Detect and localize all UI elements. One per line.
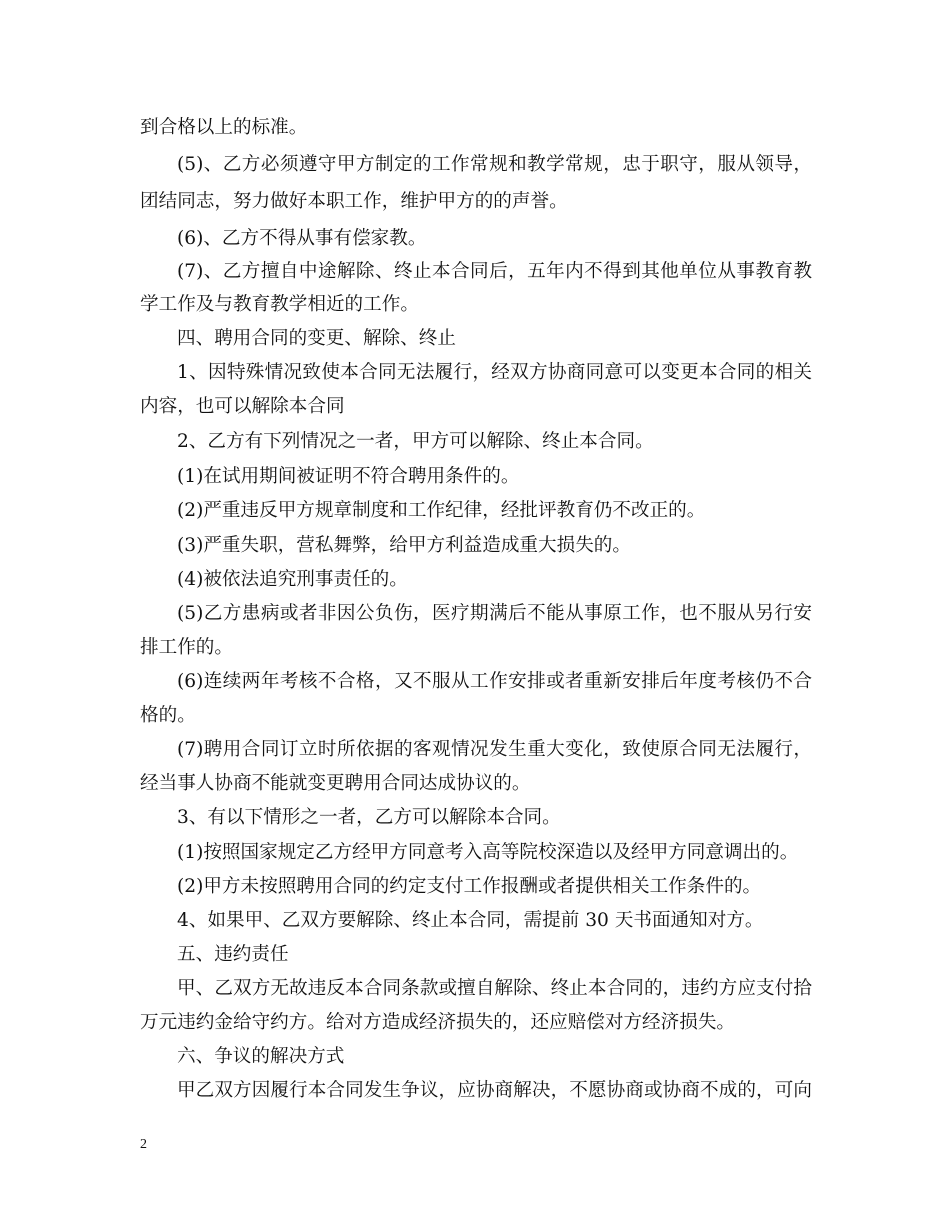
text-line: 排工作的。 xyxy=(140,637,233,658)
text-line: (3)严重失职，营私舞弊，给甲方利益造成重大损失的。 xyxy=(177,535,631,556)
text-line: 3、有以下情形之一者，乙方可以解除本合同。 xyxy=(177,807,561,828)
text-line: (6)连续两年考核不合格，又不服从工作安排或者重新安排后年度考核仍不合 xyxy=(177,671,812,692)
section-heading: 六、争议的解决方式 xyxy=(177,1046,345,1067)
text-line: 4、如果甲、乙双方要解除、终止本合同，需提前 30 天书面通知对方。 xyxy=(177,910,764,931)
text-line: 2、乙方有下列情况之一者，甲方可以解除、终止本合同。 xyxy=(177,431,654,452)
text-line: 到合格以上的标准。 xyxy=(140,117,308,138)
text-line: 内容，也可以解除本合同 xyxy=(140,396,345,417)
text-line: 学工作及与教育教学相近的工作。 xyxy=(140,294,419,315)
text-line: 1、因特殊情况致使本合同无法履行，经双方协商同意可以变更本合同的相关 xyxy=(177,362,812,383)
section-heading: 四、聘用合同的变更、解除、终止 xyxy=(177,328,456,349)
text-line: 甲乙双方因履行本合同发生争议，应协商解决，不愿协商或协商不成的，可向 xyxy=(177,1080,812,1101)
text-line: (2)甲方未按照聘用合同的约定支付工作报酬或者提供相关工作条件的。 xyxy=(177,876,762,897)
text-line: (6)、乙方不得从事有偿家教。 xyxy=(177,228,427,249)
section-heading: 五、违约责任 xyxy=(177,944,289,965)
text-line: (4)被依法追究刑事责任的。 xyxy=(177,569,408,590)
text-line: 经当事人协商不能就变更聘用合同达成协议的。 xyxy=(140,773,531,794)
text-line: (5)乙方患病或者非因公负伤，医疗期满后不能从事原工作，也不服从另行安 xyxy=(177,603,812,624)
text-line: (1)按照国家规定乙方经甲方同意考入高等院校深造以及经甲方同意调出的。 xyxy=(177,842,799,863)
text-line: (1)在试用期间被证明不符合聘用条件的。 xyxy=(177,466,520,487)
text-line: 甲、乙双方无故违反本合同条款或擅自解除、终止本合同的，违约方应支付拾 xyxy=(177,978,812,999)
text-line: (2)严重违反甲方规章制度和工作纪律，经批评教育仍不改正的。 xyxy=(177,500,706,521)
text-line: (7)、乙方擅自中途解除、终止本合同后，五年内不得到其他单位从事教育教 xyxy=(177,261,812,282)
text-line: (5)、乙方必须遵守甲方制定的工作常规和教学常规，忠于职守，服从领导， xyxy=(177,154,812,175)
text-line: 格的。 xyxy=(140,705,196,726)
page-number: 2 xyxy=(140,1137,147,1152)
text-line: 万元违约金给守约方。给对方造成经济损失的，还应赔偿对方经济损失。 xyxy=(140,1012,736,1033)
text-line: 团结同志，努力做好本职工作，维护甲方的的声誉。 xyxy=(140,191,568,212)
text-line: (7)聘用合同订立时所依据的客观情况发生重大变化，致使原合同无法履行， xyxy=(177,739,812,760)
